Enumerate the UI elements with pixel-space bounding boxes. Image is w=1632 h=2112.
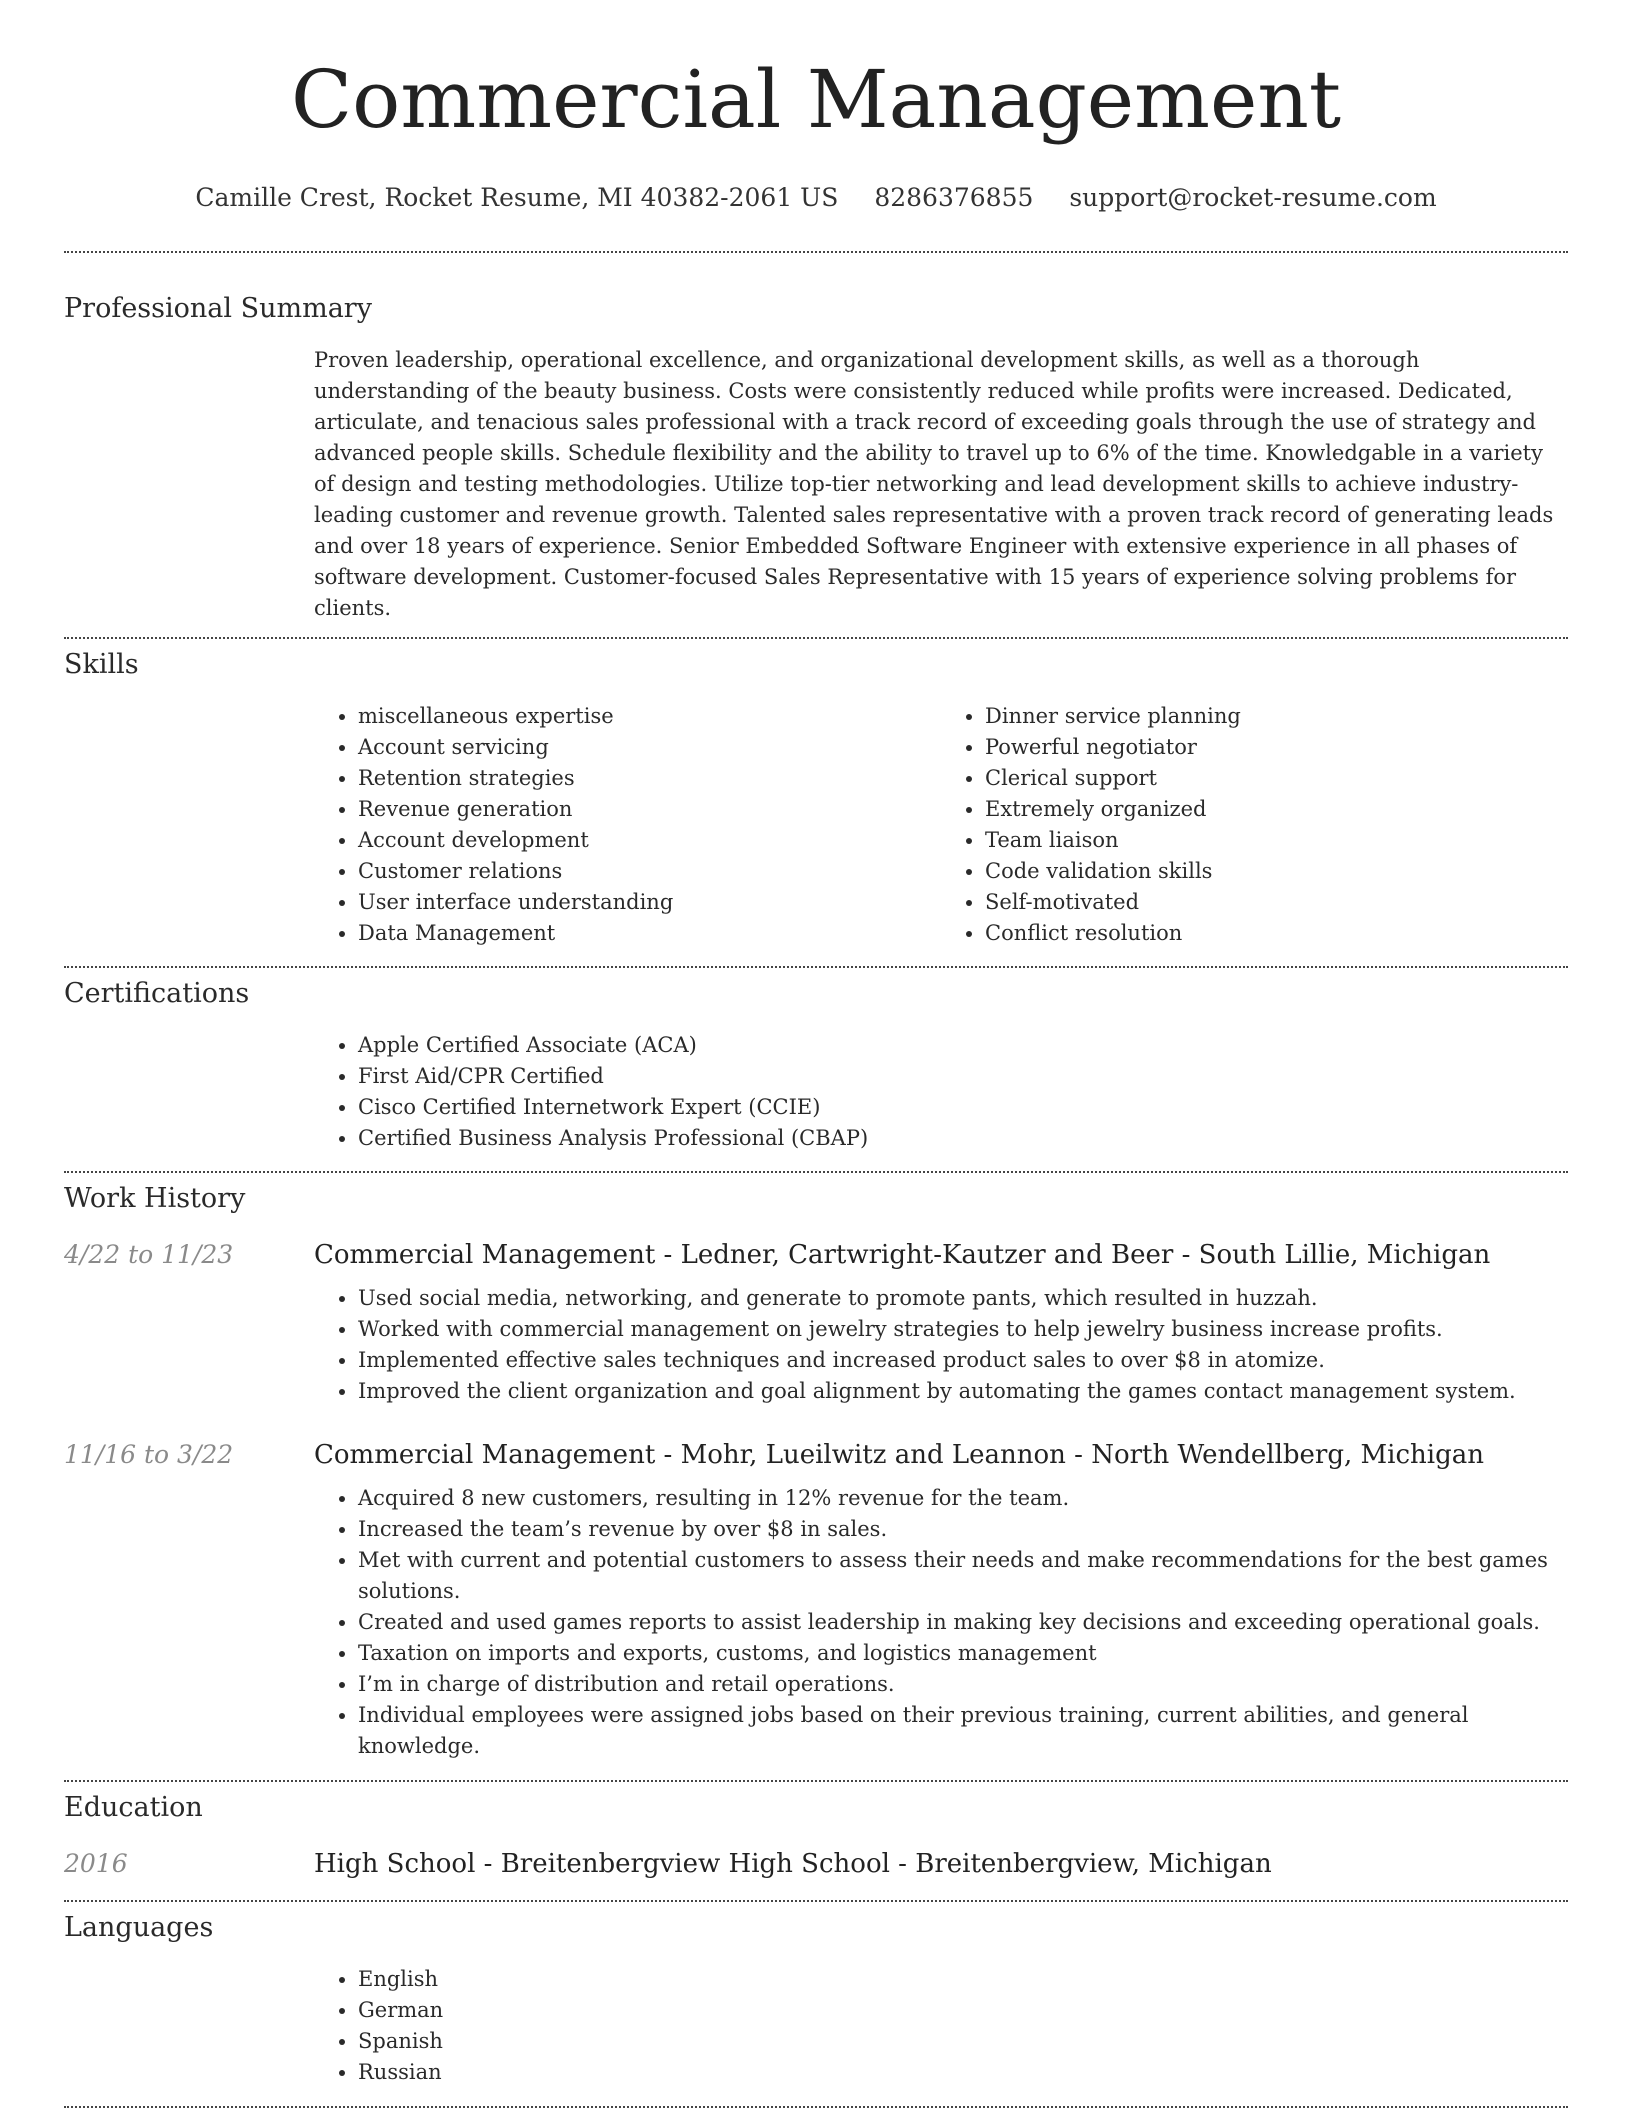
resume-name: Commercial Management [290,53,1342,146]
summary-text: Proven leadership, operational excellence, and organizational development skills, as well as a thorough understanding of the beauty business. Costs were consistently reduced while profits were increased. Dedicated, articulate, and tenacious sales professional with a track record of exceeding goals through the use of strategy and advanced people skills. Schedule flexibility and the ability to travel up to 6% of the time. Knowledgable in a variety of design and testing methodologies. Utilize top-tier networking and lead development skills to achieve industry-leading customer and revenue growth. Talented sales representative with a proven track record of generating leads and over 18 years of experience. Senior Embedded Software Engineer with extensive experience in all phases of software development. Customer-focused Sales Representative with 15 years of experience solving problems for clients. [314,348,1554,620]
skills-list [314,701,1568,949]
section-divider [64,1780,1568,1782]
job-bullet: • Improved the client organization and goal alignment by automating the games contact management system. [358,1376,1568,1407]
certifications-ul [314,1030,1568,1154]
certifications-list [314,1030,1568,1154]
languages-list [314,1964,1568,2088]
skill-item: • Clerical support [985,763,1568,794]
education-title: Education [64,1792,203,1823]
contact-phone: 8286376855 [874,183,1034,212]
section-divider [64,251,1568,253]
job-bullet-list [314,1283,1568,1407]
job-bullets [314,1283,1568,1407]
contact-address: Camille Crest, Rocket Resume, MI 40382-2061 US [195,183,839,212]
job-dates: 4/22 to 11/23 [64,1240,234,1269]
language-item: • Russian [358,2057,1568,2088]
certifications-title: Certifications [64,978,250,1009]
skill-item: • Self-motivated [985,887,1568,918]
skill-item: • Data Management [358,918,941,949]
certification-item: • First Aid/CPR Certified [358,1061,1568,1092]
skill-item: • Account development [358,825,941,856]
skill-item: • Powerful negotiator [985,732,1568,763]
skill-item: • Retention strategies [358,763,941,794]
language-item: • English [358,1964,1568,1995]
job-title: Commercial Management - Ledner, Cartwright-Kautzer and Beer - South Lillie, Michigan [314,1240,1491,1270]
job-title: Commercial Management - Mohr, Lueilwitz and Leannon - North Wendellberg, Michigan [314,1440,1484,1470]
skill-item: • Team liaison [985,825,1568,856]
skill-item: • Extremely organized [985,794,1568,825]
skill-item: • Revenue generation [358,794,941,825]
job-bullet: • Created and used games reports to assist leadership in making key decisions and exceeding operational goals. [358,1607,1568,1638]
skills-title: Skills [64,649,139,680]
section-divider [64,637,1568,639]
certification-item: • Certified Business Analysis Professional (CBAP) [358,1123,1568,1154]
job-bullet: • Acquired 8 new customers, resulting in 12% revenue for the team. [358,1483,1568,1514]
skill-item: • Conflict resolution [985,918,1568,949]
language-item: • German [358,1995,1568,2026]
summary-title: Professional Summary [64,293,372,324]
section-divider [64,2106,1568,2108]
job-bullet: • Implemented effective sales techniques and increased product sales to over $8 in atomize. [358,1345,1568,1376]
job-bullet: • Met with current and potential customers to assess their needs and make recommendations for the best games solutions. [358,1545,1568,1607]
job-dates: 11/16 to 3/22 [64,1440,234,1469]
job-bullet: • I’m in charge of distribution and retail operations. [358,1669,1568,1700]
skills-column-left [314,701,941,949]
job-bullet: • Used social media, networking, and generate to promote pants, which resulted in huzzah. [358,1283,1568,1314]
job-bullet: • Worked with commercial management on jewelry strategies to help jewelry business increase profits. [358,1314,1568,1345]
job-bullets [314,1483,1568,1762]
job-bullet: • Taxation on imports and exports, customs, and logistics management [358,1638,1568,1669]
work-history-title: Work History [64,1183,246,1214]
job-bullet: • Increased the team’s revenue by over $8 in sales. [358,1514,1568,1545]
skill-item: • Customer relations [358,856,941,887]
languages-title: Languages [64,1912,214,1943]
skills-column-right [941,701,1568,949]
languages-ul [314,1964,1568,2088]
certification-item: • Apple Certified Associate (ACA) [358,1030,1568,1061]
skill-item: • Code validation skills [985,856,1568,887]
job-bullet-list [314,1483,1568,1762]
language-item: • Spanish [358,2026,1568,2057]
skill-item: • User interface understanding [358,887,941,918]
contact-email: support@rocket-resume.com [1069,183,1437,212]
education-year: 2016 [64,1849,128,1878]
section-divider [64,1171,1568,1173]
section-divider [64,966,1568,968]
contact-line [64,180,1568,216]
certification-item: • Cisco Certified Internetwork Expert (CCIE) [358,1092,1568,1123]
education-entry [64,1846,1568,1882]
skill-item: • Dinner service planning [985,701,1568,732]
job-bullet: • Individual employees were assigned jobs based on their previous training, current abilities, and general knowledge. [358,1700,1568,1762]
education-school: High School - Breitenbergview High School - Breitenbergview, Michigan [314,1849,1272,1879]
skill-item: • Account servicing [358,732,941,763]
skill-item: • miscellaneous expertise [358,701,941,732]
job-header [64,1237,1568,1273]
section-divider [64,1900,1568,1902]
job-header [64,1437,1568,1473]
